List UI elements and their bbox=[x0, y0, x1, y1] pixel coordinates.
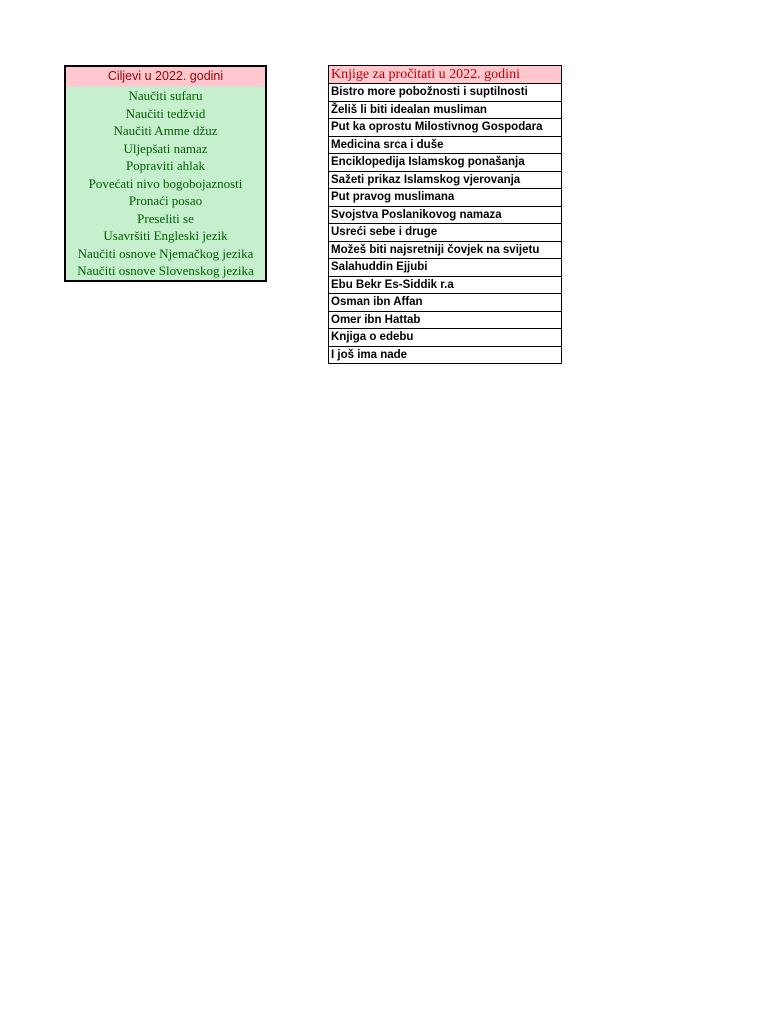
book-item: Medicina srca i duše bbox=[328, 137, 562, 155]
goal-item: Pronaći posao bbox=[128, 193, 203, 208]
book-item: Knjiga o edebu bbox=[328, 329, 562, 347]
book-item: Omer ibn Hattab bbox=[328, 312, 562, 330]
book-item: Možeš biti najsretniji čovjek na svijetu bbox=[328, 242, 562, 260]
goal-item: Naučiti osnove Njemačkog jezika bbox=[77, 245, 254, 261]
goal-item: Uljepšati namaz bbox=[123, 140, 208, 156]
books-header: Knjige za pročitati u 2022. godini bbox=[328, 65, 562, 84]
book-item: Ebu Bekr Es-Siddik r.a bbox=[328, 277, 562, 295]
goal-item: Povećati nivo bogobojaznosti bbox=[88, 175, 243, 191]
books-table bbox=[328, 65, 562, 364]
book-item: Put ka oprostu Milostivnog Gospodara bbox=[328, 119, 562, 137]
book-item: I još ima nade bbox=[328, 347, 562, 365]
goal-item: Usavršiti Engleski jezik bbox=[103, 228, 228, 243]
goal-item: Popraviti ahlak bbox=[125, 158, 206, 173]
goals-header: Ciljevi u 2022. godini bbox=[66, 67, 265, 87]
book-item: Put pravog muslimana bbox=[328, 189, 562, 207]
goal-item: Naučiti tedžvid bbox=[125, 105, 206, 121]
goal-item: Naučiti sufaru bbox=[128, 88, 203, 103]
book-item: Osman ibn Affan bbox=[328, 294, 562, 312]
book-item: Bistro more pobožnosti i suptilnosti bbox=[328, 84, 562, 102]
book-item: Salahuddin Ejjubi bbox=[328, 259, 562, 277]
book-item: Želiš li biti idealan musliman bbox=[328, 102, 562, 120]
goal-item: Naučiti osnove Slovenskog jezika bbox=[77, 263, 254, 278]
goal-item: Naučiti Amme džuz bbox=[113, 123, 218, 138]
book-item: Svojstva Poslanikovog namaza bbox=[328, 207, 562, 225]
book-item: Sažeti prikaz Islamskog vjerovanja bbox=[328, 172, 562, 190]
goals-table bbox=[64, 65, 267, 282]
book-item: Usreći sebe i druge bbox=[328, 224, 562, 242]
goal-item: Preseliti se bbox=[137, 210, 194, 226]
book-item: Enciklopedija Islamskog ponašanja bbox=[328, 154, 562, 172]
